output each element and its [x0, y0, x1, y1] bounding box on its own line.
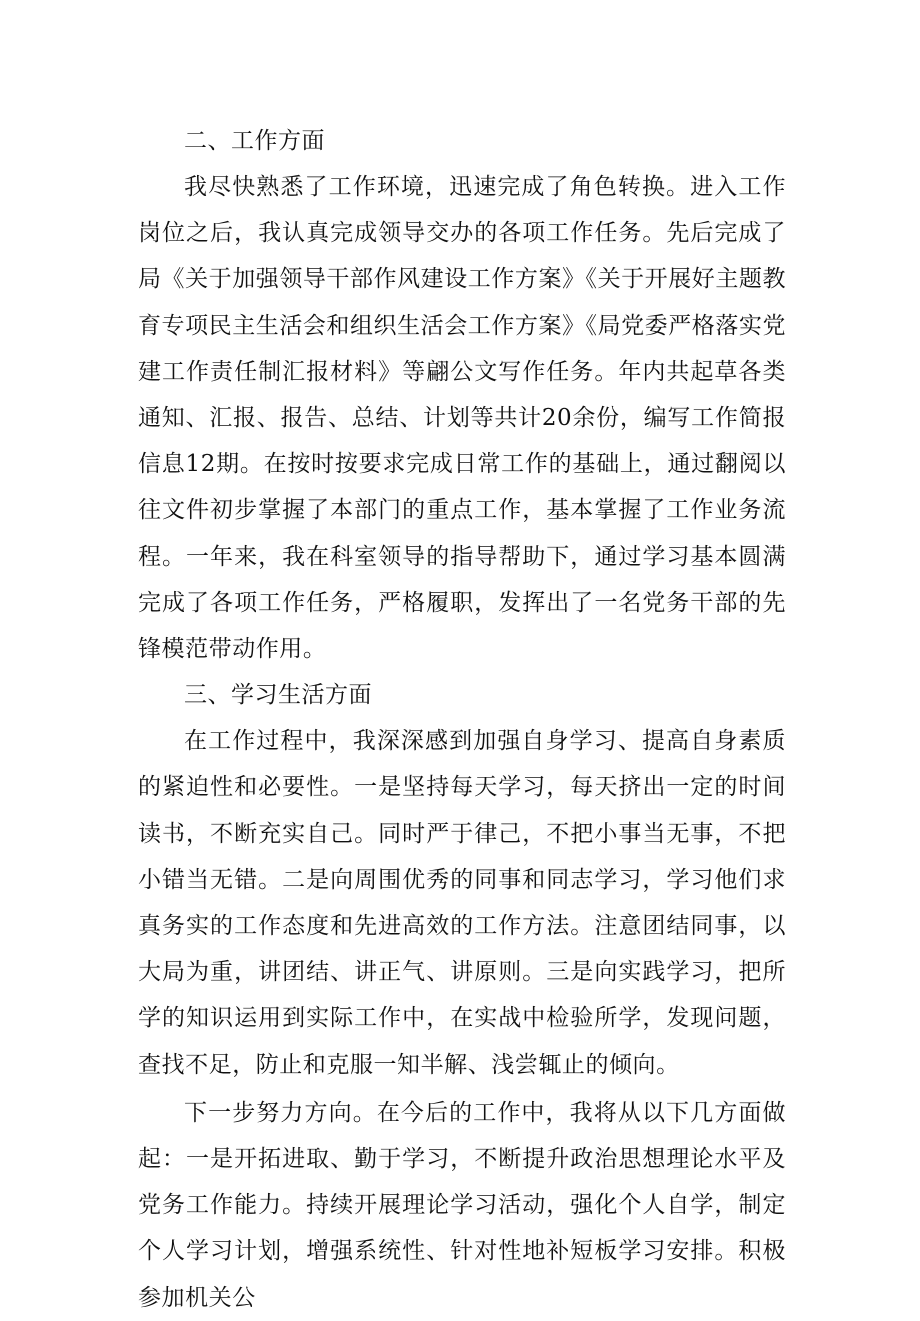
paragraph-work: 我尽快熟悉了工作环境，迅速完成了角色转换。进入工作岗位之后，我认真完成领导交办的各项工作任务。先后完成了局《关于加强领导干部作风建设工作方案》《关于开展好主题教育专项民主生活会和组织生活会工作方案》《局党委严格落实党建工作责任制汇报材料》等翩公文写作任务。年内共起草各类通知、汇报、报告、总结、计划等共计20余份，编写工作简报信息12期。在按时按要求完成日常工作的基础上，通过翻阅以往文件初步掌握了本部门的重点工作，基本掌握了工作业务流程。一年来，我在科室领导的指导帮助下，通过学习基本圆满完成了各项工作任务，严格履职，发挥出了一名党务干部的先锋模范带动作用。 — [138, 174, 786, 663]
document-body — [138, 118, 786, 1321]
section-heading-study-life: 三、学习生活方面 — [184, 682, 372, 709]
section-heading-work: 二、工作方面 — [184, 128, 325, 154]
paragraph-study-life: 在工作过程中，我深深感到加强自身学习、提高自身素质的紧迫性和必要性。一是坚持每天学习，每天挤出一定的时间读书，不断充实自己。同时严于律己，不把小事当无事，不把小错当无错。二是向周围优秀的同事和同志学习，学习他们求真务实的工作态度和先进高效的工作方法。注意团结同事，以大局为重，讲团结、讲正气、讲原则。三是向实践学习，把所学的知识运用到实际工作中，在实战中检验所学，发现问题，查找不足，防止和克服一知半解、浅尝辄止的倾向。 — [138, 728, 786, 1078]
paragraph-next-steps: 下一步努力方向。在今后的工作中，我将从以下几方面做起：一是开拓进取、勤于学习，不断提升政治思想理论水平及党务工作能力。持续开展理论学习活动，强化个人自学，制定个人学习计划，增强系统性、针对性地补短板学习安排。积极参加机关公 — [138, 1099, 786, 1311]
